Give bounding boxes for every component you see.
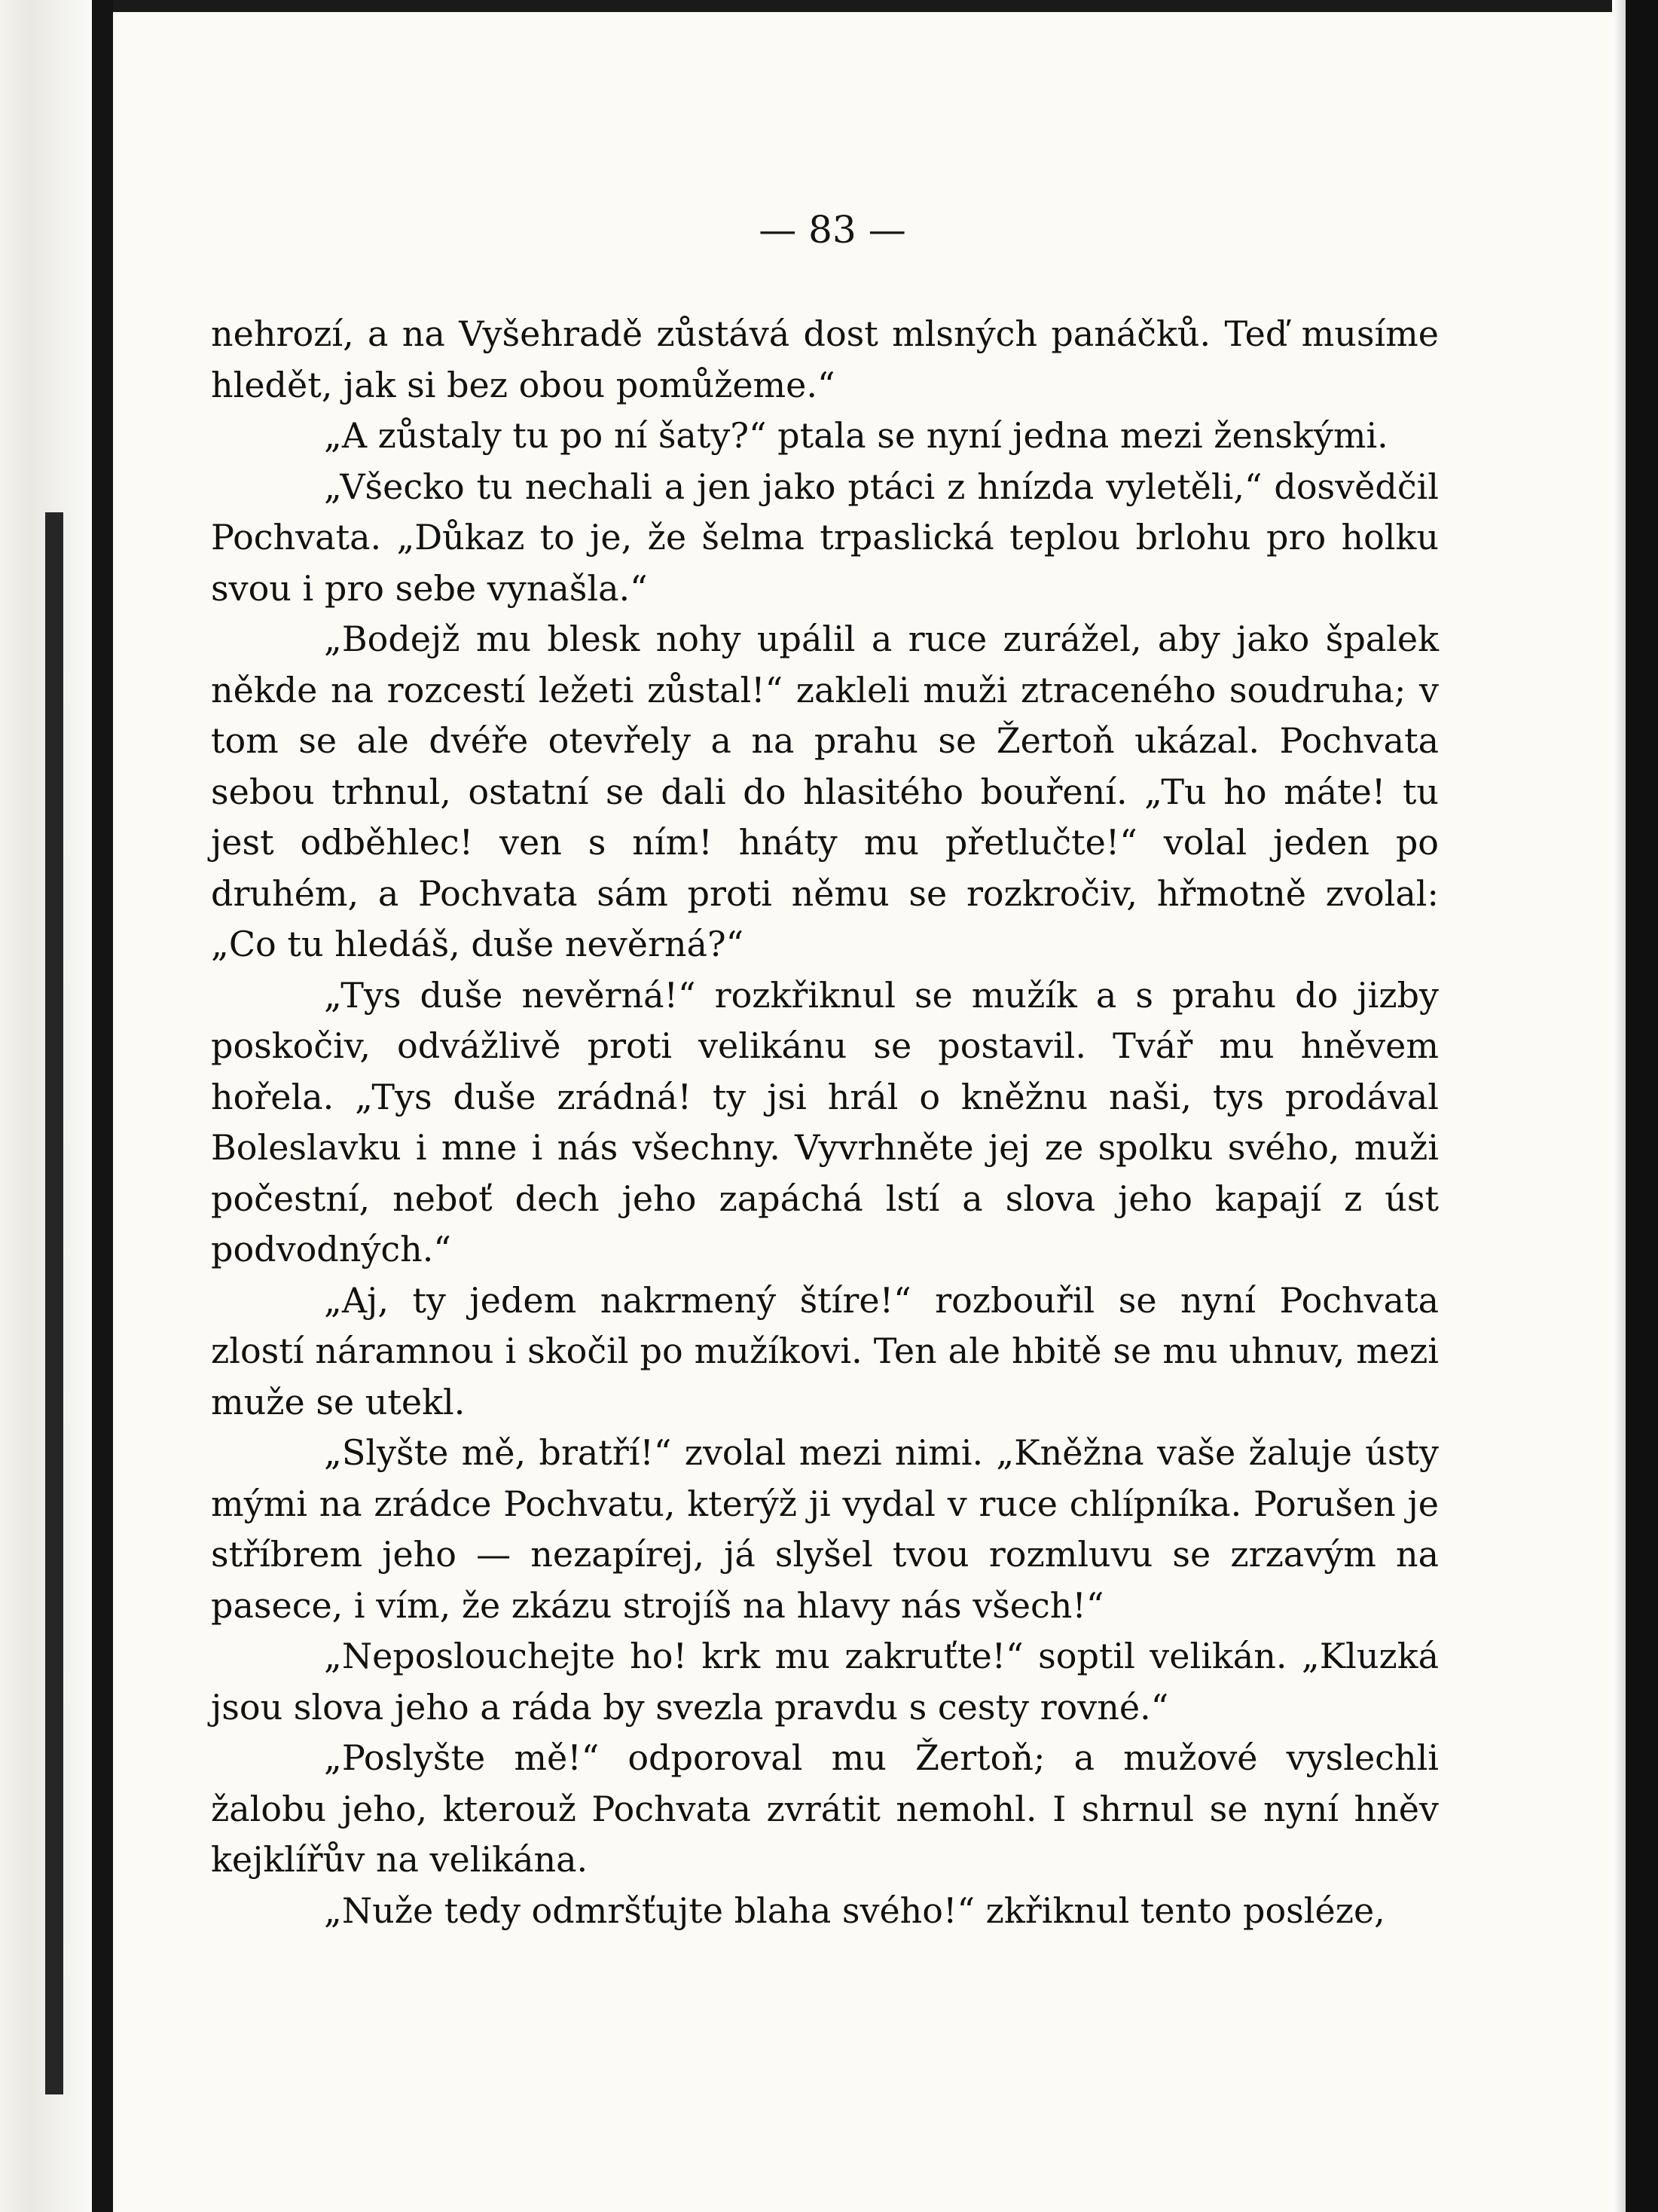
page-number: — 83 — — [759, 208, 906, 252]
paragraph: „Všecko tu nechali a jen jako ptáci z hnízda vyletěli,“ dosvědčil Pochvata. „Důkaz to je, že šelma trpaslická teplou brlohu pro holku svou i pro sebe vynašla.“ — [211, 466, 1439, 609]
paragraph: „Nuže tedy odmršťujte blaha svého!“ zkřiknul tento posléze, — [324, 1890, 1385, 1931]
paragraph: „A zůstaly tu po ní šaty?“ ptala se nyní jedna mezi ženskými. — [324, 415, 1388, 456]
paragraph: „Tys duše nevěrná!“ rozkřiknul se mužík a s prahu do jizby poskočiv, odvážlivě proti velikánu se postavil. Tvář mu hněvem hořela. „Tys duše zrádná! ty jsi hrál o kněžnu naši, tys prodával Boleslavku i mne i nás všechny. Vyvrhněte jej ze spolku svého, muži počestní, neboť dech jeho zapáchá lstí a slova jeho kapají z úst podvodných.“ — [211, 974, 1439, 1269]
paragraph: „Slyšte mě, bratří!“ zvolal mezi nimi. „Kněžna vaše žaluje ústy mými na zrádce Pochvatu, kterýž ji vydal v ruce chlípníka. Porušen je stříbrem jeho — nezapírej, já slyšel tvou rozmluvu se zrzavým na pasece, i vím, že zkázu strojíš na hlavy nás všech!“ — [211, 1432, 1439, 1626]
paragraph: „Aj, ty jedem nakrmený štíre!“ rozbouřil se nyní Pochvata zlostí náramnou i skočil po mužíkovi. Ten ale hbitě se mu uhnuv, mezi muže se utekl. — [211, 1279, 1439, 1422]
scan-top-edge — [0, 0, 1658, 12]
body-text — [211, 309, 1439, 1936]
scan-right-edge — [1626, 0, 1658, 2212]
paragraph: „Poslyšte mě!“ odporoval mu Žertoň; a mužové vyslechli žalobu jeho, kterouž Pochvata zvrátit nemohl. I shrnul se nyní hněv kejklířův na velikána. — [211, 1737, 1439, 1880]
paragraph: „Bodejž mu blesk nohy upálil a ruce zurážel, aby jako špalek někde na rozcestí ležeti zůstal!“ zakleli muži ztraceného soudruha; v tom se ale dvéře otevřely a na prahu se Žertoň ukázal. Pochvata sebou trhnul, ostatní se dali do hlasitého bouření. „Tu ho máte! tu jest odběhlec! ven s ním! hnáty mu přetlučte!“ volal jeden po druhém, a Pochvata sám proti němu se rozkročiv, hřmotně zvolal: „Co tu hledáš, duše nevěrná?“ — [211, 619, 1439, 964]
scan-spine-shadow — [45, 512, 63, 2094]
book-spine — [92, 0, 113, 2212]
paragraph: „Neposlouchejte ho! krk mu zakruťte!“ soptil velikán. „Kluzká jsou slova jeho a ráda by svezla pravdu s cesty rovné.“ — [211, 1636, 1439, 1728]
scan-right-shade — [1612, 0, 1626, 2212]
paragraph: nehrozí, a na Vyšehradě zůstává dost mlsných panáčků. Teď musíme hledět, jak si bez obou pomůžeme.“ — [211, 313, 1439, 405]
